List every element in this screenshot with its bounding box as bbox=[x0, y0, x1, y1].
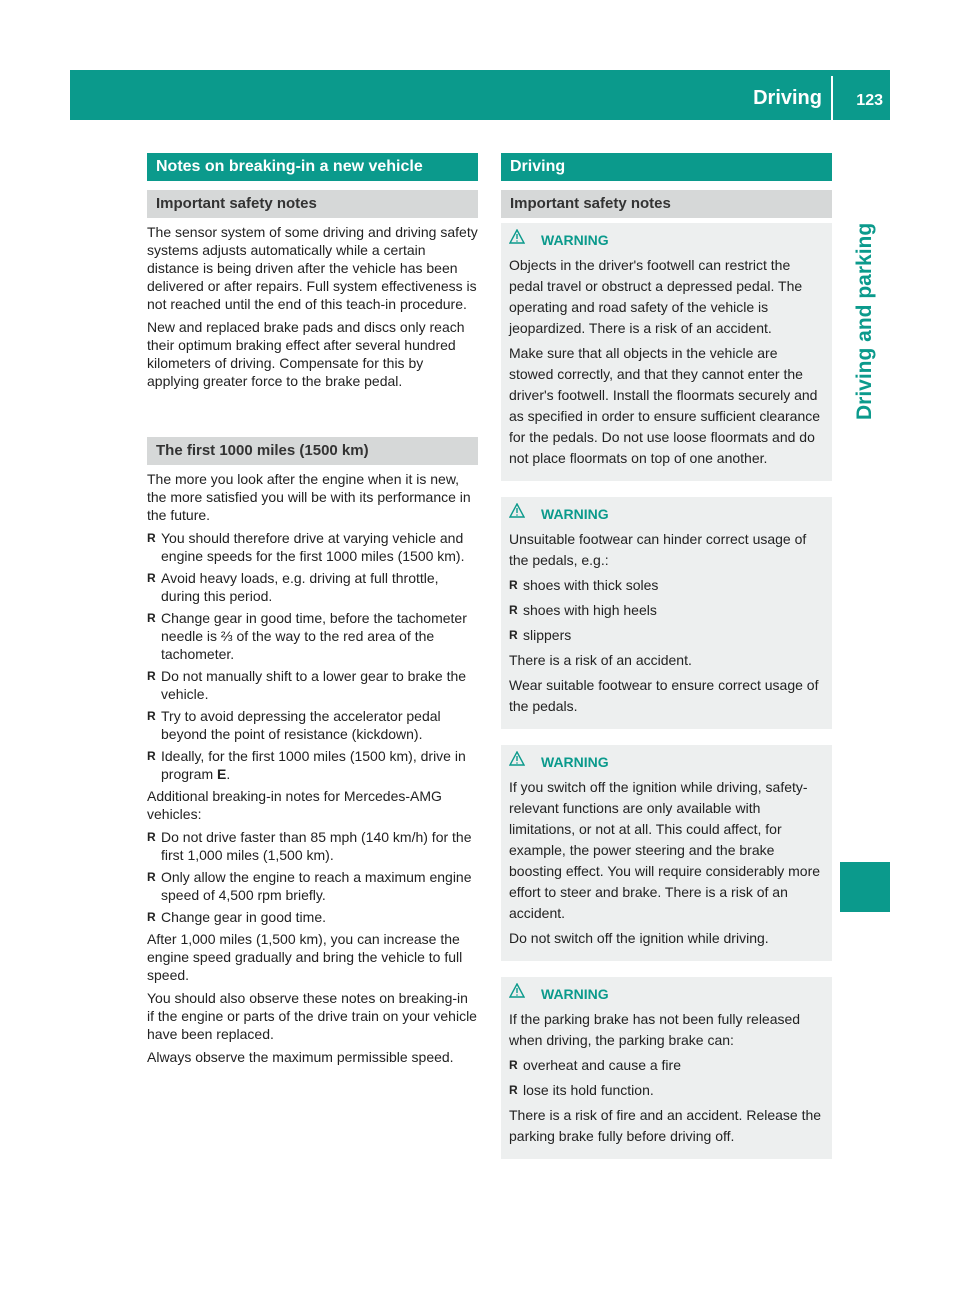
page-header-bar bbox=[70, 70, 890, 120]
paragraph: There is a risk of an accident. bbox=[509, 652, 692, 668]
warning-label: WARNING bbox=[541, 754, 609, 770]
list-item: R overheat and cause a fire bbox=[509, 1055, 824, 1076]
header-section-title: Driving bbox=[753, 87, 822, 109]
left-column bbox=[147, 153, 478, 1071]
program-letter: E bbox=[217, 766, 227, 782]
list-item: R lose its hold function. bbox=[509, 1080, 824, 1101]
warning-box bbox=[501, 223, 832, 481]
paragraph: After 1,000 miles (1,500 km), you can increase the engine speed gradually and bring the vehicle to full speed. bbox=[147, 931, 463, 983]
list-item: R shoes with high heels bbox=[509, 600, 824, 621]
right-column bbox=[501, 153, 832, 1175]
chapter-marker bbox=[840, 862, 890, 912]
paragraph: Always observe the maximum permissible speed. bbox=[147, 1049, 454, 1065]
paragraph: If the parking brake has not been fully released when driving, the parking brake can: bbox=[509, 1011, 801, 1048]
chapter-tab bbox=[840, 120, 890, 420]
list-item-text: Ideally, for the first 1000 miles (1500 km), drive in program bbox=[161, 748, 466, 782]
bullet-list bbox=[147, 828, 478, 926]
list-item: R Only allow the engine to reach a maximum engine speed of 4,500 rpm briefly. bbox=[147, 868, 478, 904]
list-item: R Ideally, for the first 1000 miles (1500 km), drive in program E. bbox=[147, 747, 478, 783]
list-item: R Do not drive faster than 85 mph (140 km/h) for the first 1,000 miles (1,500 km). bbox=[147, 828, 478, 864]
warning-header bbox=[509, 983, 824, 1005]
list-item: R shoes with thick soles bbox=[509, 575, 824, 596]
paragraph: Wear suitable footwear to ensure correct usage of the pedals. bbox=[509, 677, 819, 714]
subheading-safety-notes: Important safety notes bbox=[501, 190, 832, 218]
bullet-list bbox=[147, 529, 478, 783]
paragraph: Objects in the driver's footwell can restrict the pedal travel or obstruct a depressed pedal. The operating and road safety of the vehicle is jeopardized. There is a risk of an accident. bbox=[509, 257, 803, 336]
paragraph: Make sure that all objects in the vehicle are stowed correctly, and that they cannot enter the driver's footwell. Install the floormats securely and as specified in order to ensure sufficient clearance for the pedals. Do not use loose floormats and do not place floormats on top of one another. bbox=[509, 345, 821, 466]
header-separator bbox=[831, 76, 833, 120]
page-number: 123 bbox=[856, 92, 883, 109]
list-item: R Change gear in good time. bbox=[147, 908, 478, 926]
chapter-tab-label: Driving and parking bbox=[853, 222, 876, 420]
list-item: R Avoid heavy loads, e.g. driving at full throttle, during this period. bbox=[147, 569, 478, 605]
section-heading-breaking-in: Notes on breaking-in a new vehicle bbox=[147, 153, 478, 181]
subheading-first-1000-miles: The first 1000 miles (1500 km) bbox=[147, 437, 478, 465]
paragraph: If you switch off the ignition while driving, safety-relevant functions are only available with limitations, or not at all. This could affect, for example, the power steering and the brake boosting effect. You will require considerably more effort to steer and brake. There is a risk of an accident. bbox=[509, 779, 821, 921]
section-heading-driving: Driving bbox=[501, 153, 832, 181]
warning-label: WARNING bbox=[541, 506, 609, 522]
paragraph: Additional breaking-in notes for Mercedes-AMG vehicles: bbox=[147, 788, 442, 822]
list-item: R Do not manually shift to a lower gear to brake the vehicle. bbox=[147, 667, 478, 703]
warning-header bbox=[509, 229, 824, 251]
bullet-list bbox=[509, 575, 824, 646]
list-item: R slippers bbox=[509, 625, 824, 646]
list-item: R You should therefore drive at varying vehicle and engine speeds for the first 1000 miles (1500 km). bbox=[147, 529, 478, 565]
warning-triangle-icon bbox=[509, 503, 527, 525]
paragraph: You should also observe these notes on breaking-in if the engine or parts of the drive train on your vehicle have been replaced. bbox=[147, 990, 477, 1042]
warning-box bbox=[501, 745, 832, 961]
subheading-safety-notes: Important safety notes bbox=[147, 190, 478, 218]
warning-header bbox=[509, 503, 824, 525]
bullet-list bbox=[509, 1055, 824, 1101]
list-item: R Try to avoid depressing the accelerator pedal beyond the point of resistance (kickdown). bbox=[147, 707, 478, 743]
paragraph: There is a risk of fire and an accident. Release the parking brake fully before driving off. bbox=[509, 1107, 822, 1144]
warning-triangle-icon bbox=[509, 751, 527, 773]
warning-box bbox=[501, 497, 832, 729]
paragraph: The more you look after the engine when it is new, the more satisfied you will be with its performance in the future. bbox=[147, 471, 471, 523]
warning-box bbox=[501, 977, 832, 1159]
warning-label: WARNING bbox=[541, 986, 609, 1002]
paragraph: New and replaced brake pads and discs only reach their optimum braking effect after several hundred kilometers of driving. Compensate for this by applying greater force to the brake pedal. bbox=[147, 319, 465, 389]
warning-label: WARNING bbox=[541, 232, 609, 248]
paragraph: Unsuitable footwear can hinder correct usage of the pedals, e.g.: bbox=[509, 531, 807, 568]
paragraph: The sensor system of some driving and driving safety systems adjusts automatically while a certain distance is being driven after the vehicle has been delivered or after repairs. Full system effectiveness is not reached until the end of this teach-in procedure. bbox=[147, 224, 478, 312]
warning-triangle-icon bbox=[509, 983, 527, 1005]
paragraph: Do not switch off the ignition while driving. bbox=[509, 930, 769, 946]
list-item: R Change gear in good time, before the tachometer needle is ⅔ of the way to the red area of the tachometer. bbox=[147, 609, 478, 663]
warning-header bbox=[509, 751, 824, 773]
warning-triangle-icon bbox=[509, 229, 527, 251]
